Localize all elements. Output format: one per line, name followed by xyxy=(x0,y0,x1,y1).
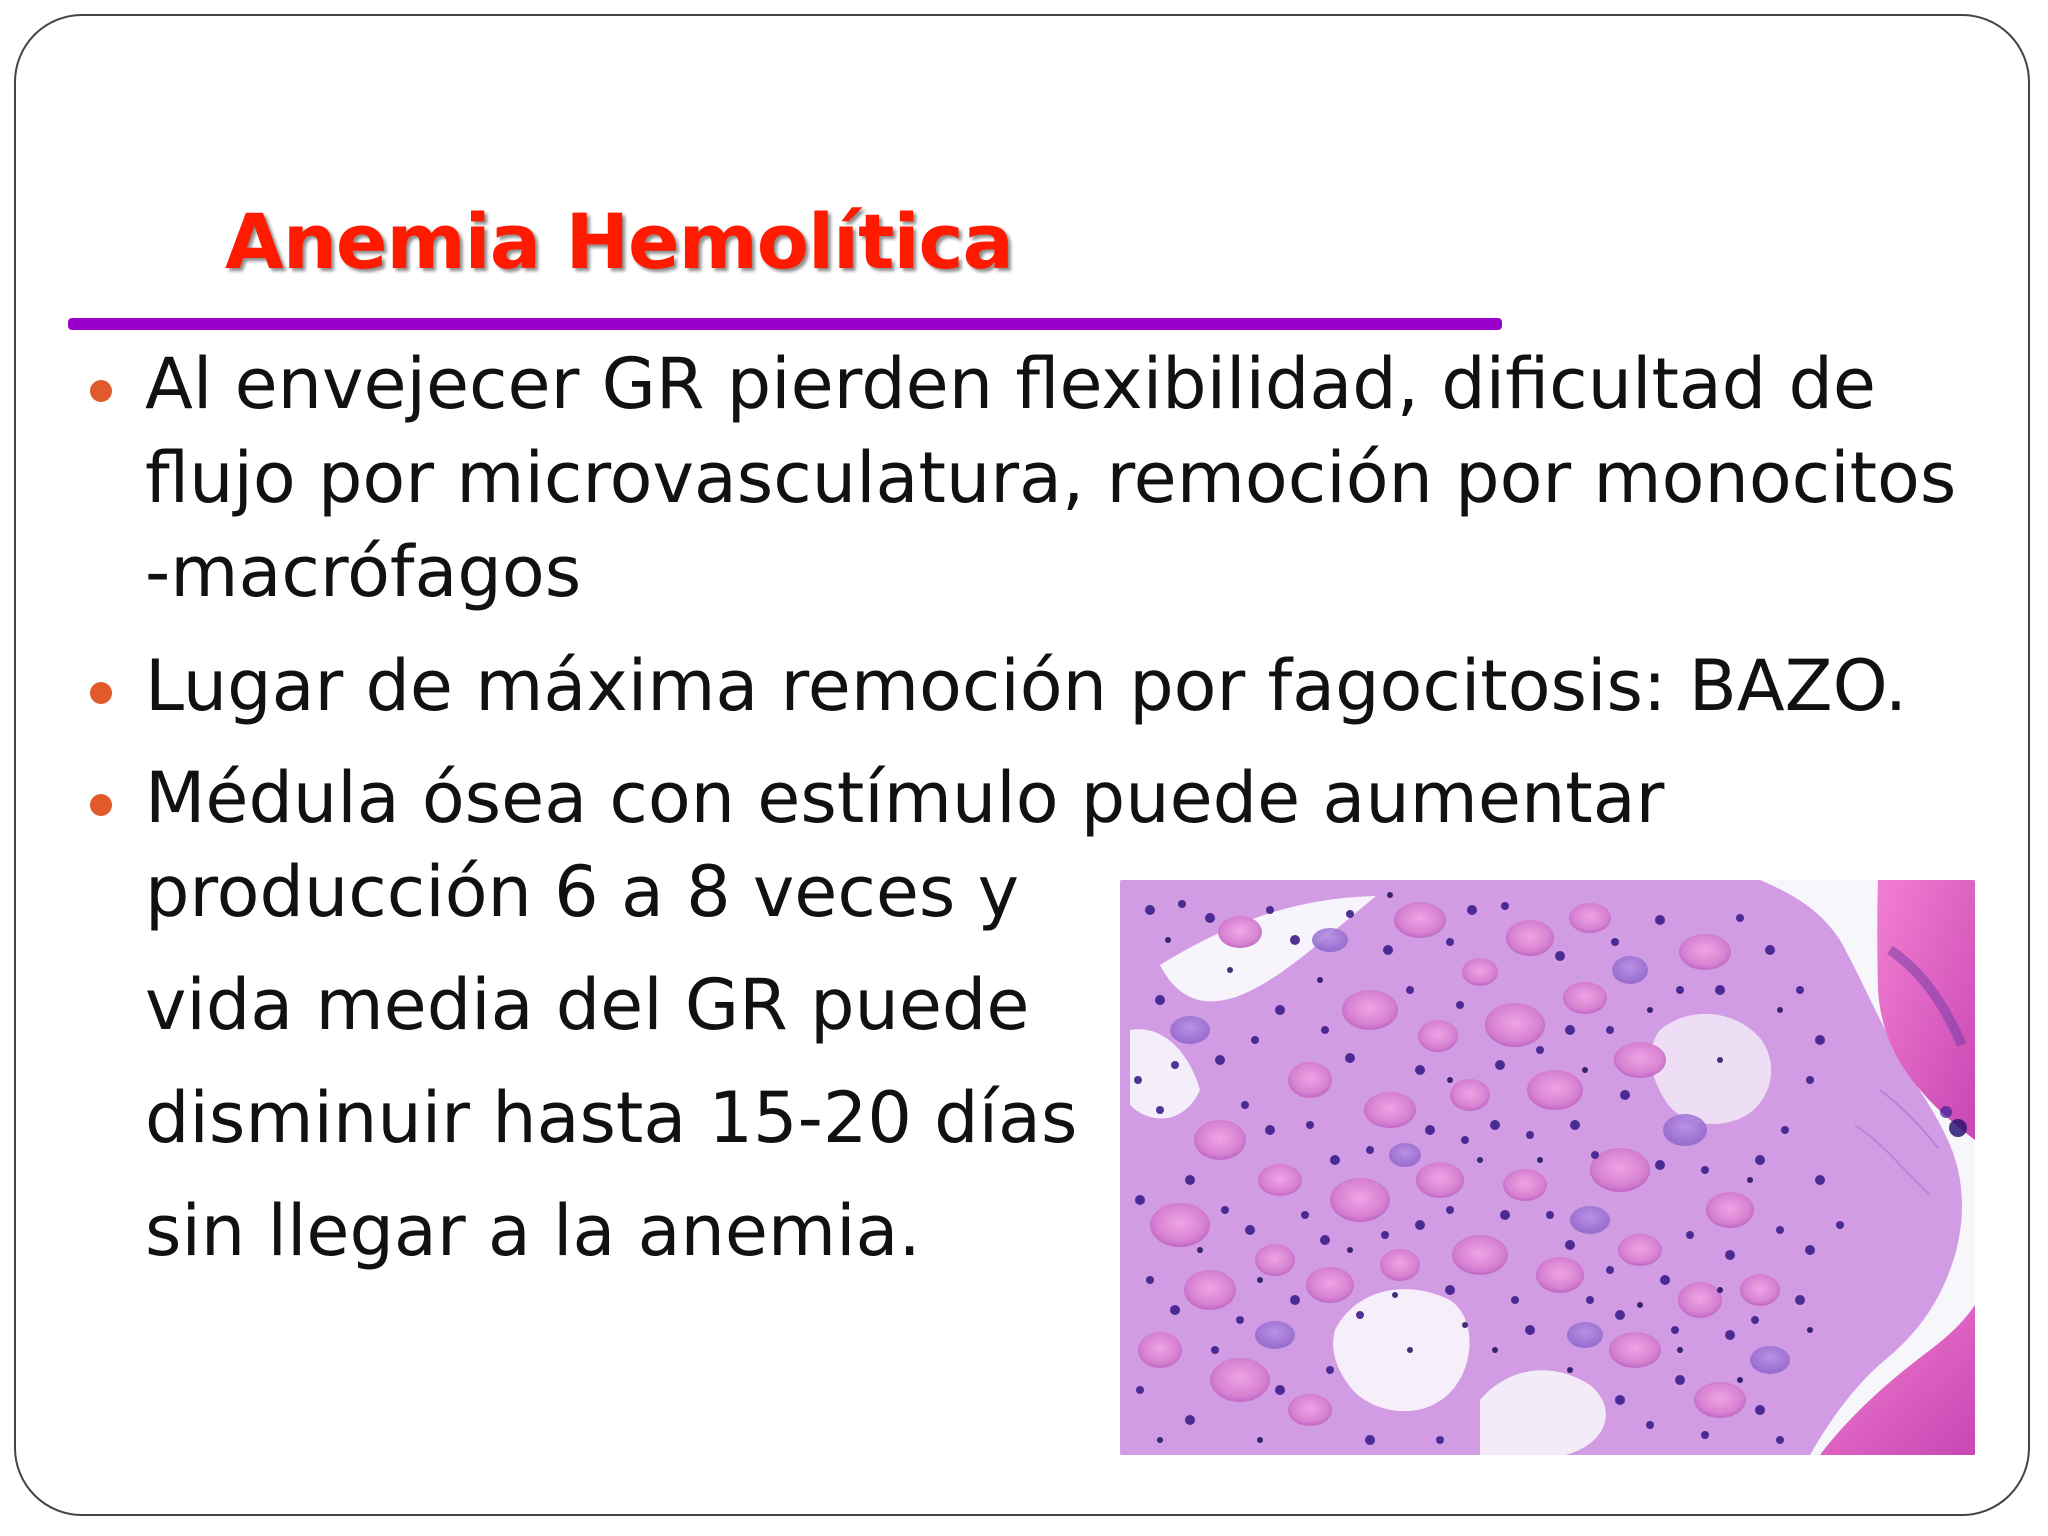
bullet-1-line-2: flujo por microvasculatura, remoción por monocitos xyxy=(145,437,1957,519)
bullet-3-line-2: producción 6 a 8 veces y xyxy=(145,851,1020,933)
bullet-3-line-5: sin llegar a la anemia. xyxy=(145,1190,921,1272)
bullet-dot xyxy=(90,380,112,402)
bullet-3-line-3: vida media del GR puede xyxy=(145,964,1030,1046)
slide-title: Anemia Hemolítica xyxy=(225,197,1013,286)
bullet-dot xyxy=(90,794,112,816)
title-underline xyxy=(68,318,1502,330)
bullet-3-line-1: Médula ósea con estímulo puede aumentar xyxy=(145,757,1665,839)
bullet-1-line-3: -macrófagos xyxy=(145,531,582,613)
histology-micrograph-image xyxy=(1120,880,1975,1455)
bullet-3-line-4: disminuir hasta 15-20 días xyxy=(145,1077,1078,1159)
bullet-dot xyxy=(90,682,112,704)
bullet-1-line-1: Al envejecer GR pierden flexibilidad, dificultad de xyxy=(145,343,1876,425)
bullet-2-line-1: Lugar de máxima remoción por fagocitosis: BAZO. xyxy=(145,645,1908,727)
